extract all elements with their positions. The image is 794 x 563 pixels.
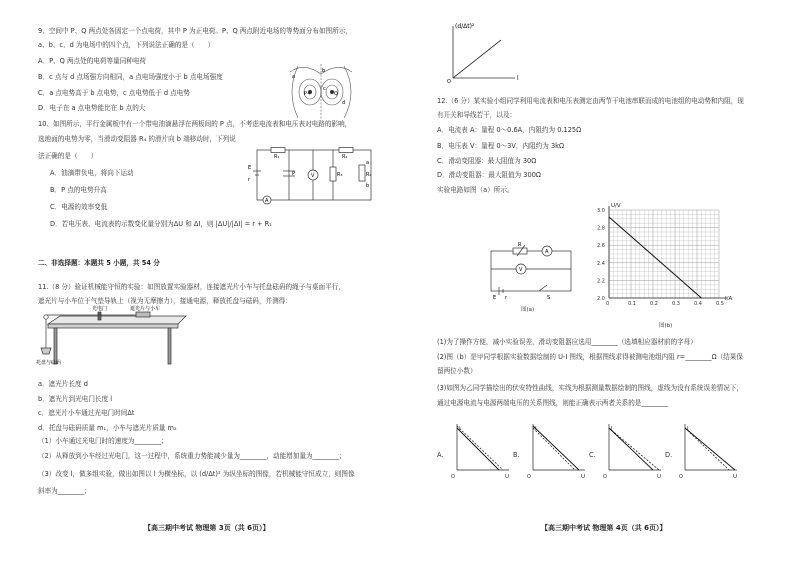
x-axis-label: I/A bbox=[725, 296, 733, 302]
q12-choice-graph bbox=[527, 424, 587, 480]
choice-x-label: U bbox=[505, 474, 510, 480]
q11-sub-3a: （3）改变 l，做多组实验，做出如图以 l 为横坐标，以 (d/Δt)² 为纵坐标的图像，若机械能守恒成立，则图像 bbox=[38, 470, 355, 478]
q12-item-c: C．滑动变阻器：最大阻值为 30Ω bbox=[437, 157, 537, 165]
q11-stem-line2: 遮光片与小车位于气垫导轨上（视为无摩擦力），接通电源，释放托盘与砝码，并测得： bbox=[38, 297, 292, 305]
q11-sub-2: （2）从释放到小车经过光电门，这一过程中，系统重力势能减少量为________，动能增加量为________； bbox=[38, 452, 346, 460]
series-line bbox=[609, 217, 701, 298]
q9-option-d: D．电子在 a 点电势能比在 b 点的大 bbox=[38, 104, 146, 112]
q12-stem-line2: 有开关和导线若干，以及： bbox=[437, 111, 517, 119]
q12-circuit-figure bbox=[487, 241, 575, 303]
q10-fig-label-r2: R₂ bbox=[342, 154, 348, 160]
q12-circuit-label-voltmeter: V bbox=[519, 267, 523, 273]
x-tick-label: 0.4 bbox=[694, 301, 702, 307]
q11-fig-label-cart: 遮光片与小车 bbox=[130, 306, 161, 312]
choice-y-label: I bbox=[459, 426, 461, 432]
top-graph-origin: O bbox=[447, 79, 451, 85]
q12-item-a: A．电流表 A：量程 0～0.6A，内阻约为 0.125Ω bbox=[437, 126, 582, 134]
choice-solid-line bbox=[533, 426, 579, 470]
q12-ui-chart bbox=[595, 200, 735, 312]
choice-y-label: I bbox=[535, 426, 537, 432]
q9-fig-label-b: b bbox=[322, 68, 326, 74]
q12-stem-line1: 12.（6 分）某实验小组同学利用电流表和电压表测定由两节干电池串联而成的电池组的电动势和内阻，现 bbox=[437, 97, 744, 105]
q10-fig-label-r: r bbox=[248, 177, 251, 183]
q10-fig-label-r4: R₄ bbox=[366, 172, 372, 178]
choice-y-label: I bbox=[687, 426, 689, 432]
choice-y-label: I bbox=[611, 426, 613, 432]
q10-stem-line3: 法正确的是（ ） bbox=[38, 152, 98, 160]
q12-sub-3b: 通过电源电流与电源两端电压的关系图线，则能正确表示两者关系的是________ bbox=[437, 399, 668, 407]
q12-sub-2a: (2)图（b）是甲同学根据实验数据绘制的 U-I 图线，根据图线求得被测电池组内阻 r=________Ω（结果保 bbox=[437, 353, 743, 361]
q12-choice-label: D. bbox=[665, 451, 673, 459]
choice-x-label: U bbox=[581, 474, 586, 480]
q9-stem-line1: 9、空间中 P、Q 两点处各固定一个点电荷，其中 P 为正电荷。P、Q 两点附近电场的等势面分布如图所示， bbox=[38, 27, 352, 35]
q12-item-b: B．电压表 V：量程 0～3V，内阻约为 3kΩ bbox=[437, 142, 564, 150]
q9-fig-label-c: c bbox=[323, 86, 326, 92]
choice-dashed-line bbox=[609, 428, 659, 470]
y-tick-label: 2.4 bbox=[597, 260, 605, 267]
choice-dashed-line bbox=[685, 428, 729, 470]
q12-circuit-label-r: R bbox=[518, 242, 522, 248]
q12-choice-graph bbox=[451, 424, 511, 480]
q12-sub-3a: (3)如图为乙同学描绘出的伏安特性曲线，实线为根据测量数据绘制的图线，虚线为没有系统误差情况下， bbox=[437, 384, 744, 392]
q9-fig-label-q: Q bbox=[334, 91, 338, 97]
q11-fig-label-gate: 光电门 bbox=[92, 306, 108, 312]
x-tick-label: 0 bbox=[606, 301, 610, 307]
choice-x-label: U bbox=[733, 474, 738, 480]
q10-fig-label-r3: R₃ bbox=[337, 172, 343, 178]
choice-origin-label: O bbox=[679, 474, 683, 480]
q12-sub-2b: 留两位小数） bbox=[437, 367, 477, 375]
q10-fig-label-r1: R₁ bbox=[274, 154, 280, 160]
q11-apparatus-figure bbox=[38, 308, 188, 366]
choice-solid-line bbox=[609, 428, 653, 470]
q9-equipotential-figure bbox=[282, 64, 362, 120]
q10-fig-label-ammeter: A bbox=[265, 198, 269, 204]
q12-fig-b-caption: 图(b) bbox=[659, 323, 673, 329]
q10-circuit-figure bbox=[248, 147, 375, 209]
y-tick-label: 2.8 bbox=[597, 225, 605, 232]
q9-option-c: C．a 点电势高于 b 点电势，c 点电势低于 d 点电势 bbox=[38, 89, 190, 97]
q10-fig-label-e: E bbox=[248, 165, 252, 171]
q12-circuit-label-e: E bbox=[493, 295, 497, 301]
choice-x-label: U bbox=[657, 474, 662, 480]
q9-fig-label-p: P+ bbox=[304, 91, 312, 97]
left-page-footer: 【高三期中考试 物理第 3页（共 6页）】 bbox=[144, 524, 270, 532]
top-graph-ylabel: (d/Δt)² bbox=[455, 23, 475, 30]
q10-fig-label-b: b bbox=[366, 183, 370, 189]
q11-item-d: d．托盘与砝码质量 m₁，小车与遮光片质量 m₂ bbox=[38, 424, 177, 432]
top-graph-xlabel: l bbox=[517, 75, 519, 82]
choice-dashed-line bbox=[533, 428, 575, 470]
y-tick-label: 3.0 bbox=[597, 208, 605, 214]
q9-stem-line2: a、b、c、d 为电场中的四个点，下列说法正确的是（ ） bbox=[38, 41, 215, 49]
q10-option-b: B．P 点的电势升高 bbox=[50, 186, 107, 194]
q10-stem-line2: 选地面的电势为零，当滑动变阻器 R₄ 的滑片向 b 端移动时，下列说 bbox=[38, 135, 236, 143]
q12-fig-a-caption: 图(a) bbox=[521, 307, 535, 313]
choice-dashed-line bbox=[457, 426, 503, 470]
q12-circuit-label-ammeter: A bbox=[545, 249, 549, 255]
q12-circuit-note: 实验电路如图（a）所示。 bbox=[437, 186, 514, 194]
q10-fig-label-p: P bbox=[292, 171, 296, 177]
q10-option-c: C．电源的效率变低 bbox=[50, 203, 108, 211]
section-title: 二、非选择题：本题共 5 小题，共 54 分 bbox=[38, 259, 160, 267]
q11-stem-line1: 11.（8 分）验证机械能守恒的实验：如图放置实验器材，连接遮光片小车与托盘砝码的绳子与桌面平行， bbox=[38, 283, 345, 291]
q12-choice-label: A. bbox=[437, 451, 444, 459]
q11-sub-3b: 斜率为________； bbox=[38, 487, 91, 495]
y-tick-label: 2.6 bbox=[597, 243, 605, 250]
x-tick-label: 0.5 bbox=[716, 301, 724, 307]
choice-origin-label: O bbox=[527, 474, 531, 480]
q9-fig-label-a: a bbox=[292, 74, 296, 80]
q10-fig-label-a: a bbox=[366, 160, 370, 166]
x-tick-label: 0.1 bbox=[628, 301, 636, 307]
q12-choice-graph bbox=[679, 424, 739, 480]
q11-fig-label-tray: 托盘与砝码 bbox=[36, 360, 62, 366]
choice-solid-line bbox=[685, 428, 735, 470]
q11-item-b: b．遮光片到光电门长度 l bbox=[38, 395, 113, 403]
q12-choice-label: C. bbox=[589, 451, 596, 459]
q9-option-a: A．P、Q 两点处的电荷等量同种电荷 bbox=[38, 57, 147, 65]
choice-origin-label: O bbox=[603, 474, 607, 480]
choice-solid-line bbox=[457, 428, 499, 470]
q11-item-a: a．遮光片长度 d bbox=[38, 380, 88, 388]
y-tick-label: 2.2 bbox=[597, 278, 605, 285]
q10-stem-line1: 10、如图所示，平行金属板中有一个带电油滴悬浮在两板间的 P 点，不考虑电流表和电压表对电路的影响， bbox=[38, 120, 352, 128]
q12-choice-label: B. bbox=[513, 451, 520, 459]
q12-choice-graph bbox=[603, 424, 663, 480]
right-page bbox=[397, 0, 794, 563]
q12-sub-1: (1)为了操作方便，减小实验误差，滑动变阻器应选用________（选填相应器材前的字母） bbox=[437, 338, 697, 346]
q12-circuit-label-rint: r bbox=[505, 295, 508, 301]
q9-fig-label-d: d bbox=[342, 100, 346, 106]
x-tick-label: 0.3 bbox=[672, 301, 680, 307]
q9-option-b: B．c 点与 d 点场强方向相同，a 点电场强度小于 b 点电场强度 bbox=[38, 73, 223, 81]
x-tick-label: 0.2 bbox=[650, 301, 658, 307]
q10-option-a: A．油滴带负电，将向下运动 bbox=[50, 169, 134, 177]
q10-option-d: D．若电压表、电流表的示数变化量分别为ΔU 和 ΔI，则 |ΔU|/|ΔI| = r + R₁ bbox=[50, 220, 272, 228]
y-axis-label: U/V bbox=[611, 203, 621, 209]
q12-circuit-label-switch: S bbox=[547, 295, 551, 301]
y-tick-label: 2.0 bbox=[597, 296, 605, 302]
right-page-footer: 【高三期中考试 物理第 4页（共 6页）】 bbox=[541, 524, 667, 532]
q11-item-c: c．遮光片小车通过光电门时间Δt bbox=[38, 409, 135, 417]
choice-origin-label: O bbox=[451, 474, 455, 480]
q10-fig-label-v: V bbox=[311, 173, 315, 179]
top-graph bbox=[445, 20, 525, 85]
q12-item-d: D．滑动变阻器：最大阻值为 300Ω bbox=[437, 171, 541, 179]
q11-sub-1: （1）小车通过光电门时的速度为________； bbox=[38, 437, 168, 445]
